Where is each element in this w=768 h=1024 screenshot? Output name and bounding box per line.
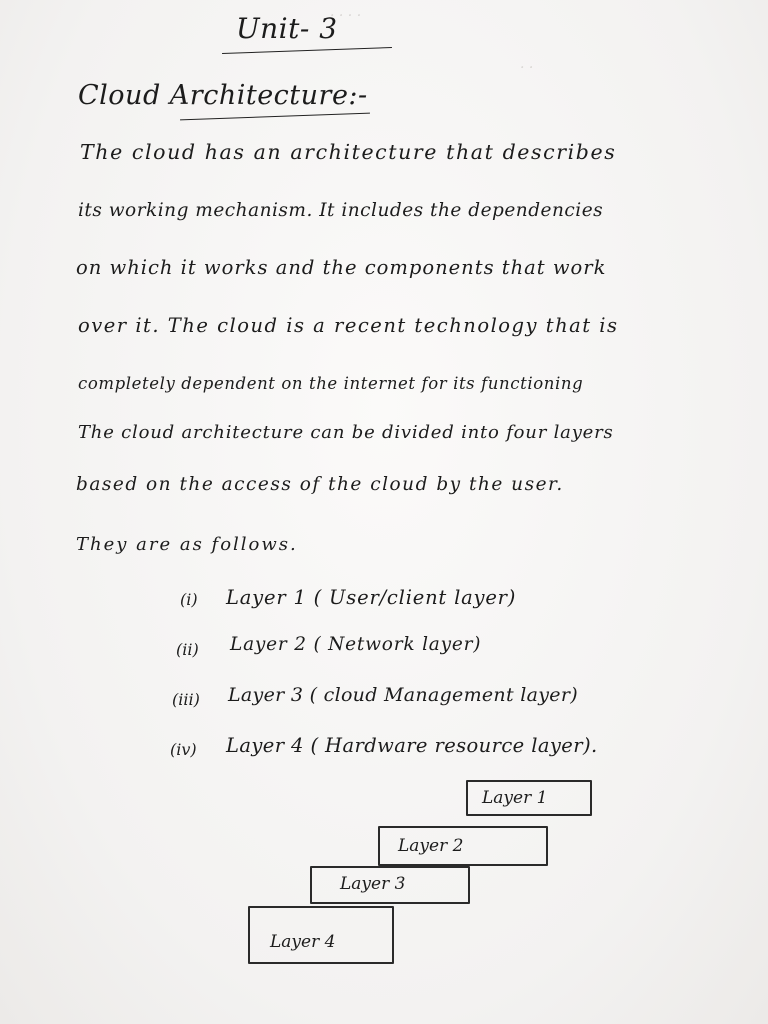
diagram-layer-3-box [310, 866, 470, 904]
diagram-layer-2-box [378, 826, 548, 866]
page-title: Unit- 3 [236, 12, 338, 45]
diagram-layer-label: Layer 4 [270, 932, 336, 952]
paragraph-line: on which it works and the components that work [76, 256, 607, 279]
title-underline [222, 47, 392, 54]
paragraph-line: They are as follows. [76, 534, 298, 555]
bleed-through-text: · · [520, 60, 534, 76]
paragraph-line: its working mechanism. It includes the dependencies [78, 200, 604, 221]
paragraph-line: The cloud has an architecture that describes [80, 140, 617, 164]
paragraph-line: based on the access of the cloud by the user. [76, 474, 564, 495]
paragraph-line: over it. The cloud is a recent technology that is [78, 314, 619, 337]
list-item: Layer 2 ( Network layer) [230, 634, 482, 655]
diagram-layer-label: Layer 1 [482, 788, 548, 808]
diagram-layer-label: Layer 3 [340, 874, 406, 894]
diagram-layer-label: Layer 2 [398, 836, 464, 856]
list-item: Layer 4 ( Hardware resource layer). [226, 734, 598, 757]
list-item: Layer 1 ( User/client layer) [226, 586, 517, 609]
list-number: (iv) [170, 740, 197, 759]
heading-underline [180, 113, 370, 121]
list-number: (ii) [176, 640, 199, 659]
diagram-layer-1-box [466, 780, 592, 816]
paragraph-line: completely dependent on the internet for its functioning [78, 374, 584, 393]
list-item: Layer 3 ( cloud Management layer) [228, 684, 578, 706]
section-heading: Cloud Architecture:- [78, 80, 368, 111]
paragraph-line: The cloud architecture can be divided into four layers [78, 422, 614, 443]
list-number: (i) [180, 590, 198, 609]
bleed-through-text: · · · · [330, 8, 362, 24]
list-number: (iii) [172, 690, 200, 709]
diagram-layer-4-box [248, 906, 394, 964]
